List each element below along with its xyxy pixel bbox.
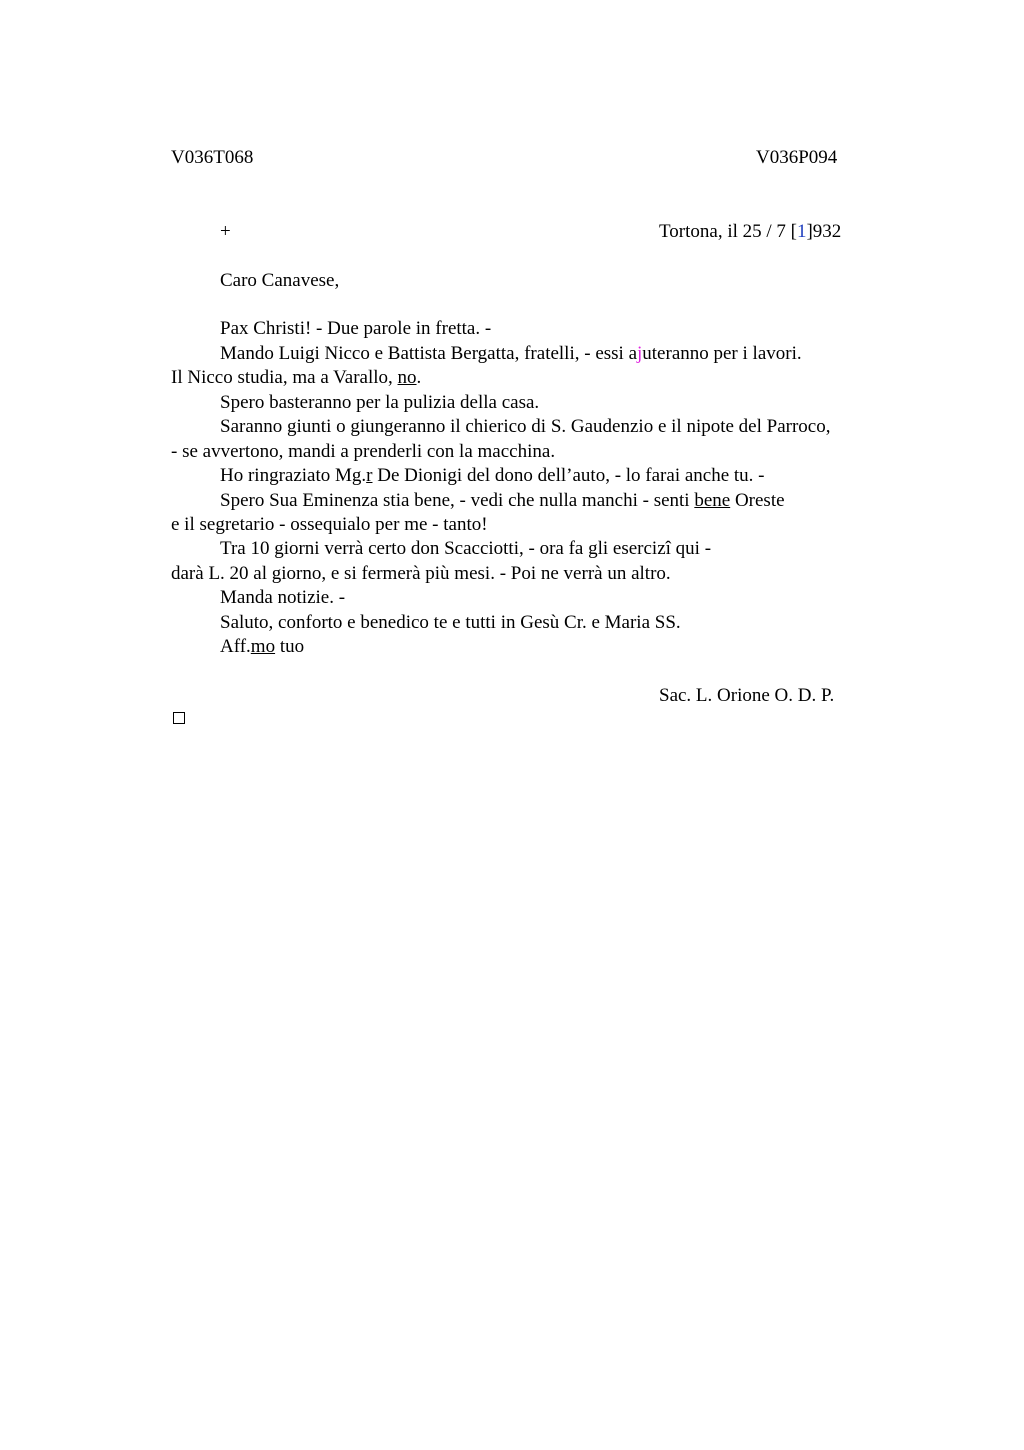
- body-line: Mando Luigi Nicco e Battista Bergatta, fratelli, - essi ajuteranno per i lavori.: [220, 343, 802, 364]
- cross-mark: +: [220, 221, 231, 242]
- body-line: Manda notizie. -: [220, 587, 346, 608]
- body-line: Il Nicco studia, ma a Varallo, no.: [171, 367, 422, 388]
- editorial-bracket: 1: [796, 221, 807, 242]
- body-line: e il segretario - ossequialo per me - tanto!: [171, 514, 488, 535]
- signature: Sac. L. Orione O. D. P.: [659, 685, 835, 706]
- closing: Aff.mo tuo: [220, 636, 305, 657]
- body-line: Saranno giunti o giungeranno il chierico di S. Gaudenzio e il nipote del Parroco,: [220, 416, 831, 437]
- underlined-word: no: [397, 367, 417, 388]
- archive-code-left: V036T068: [171, 147, 254, 168]
- underlined-word: mo: [250, 636, 276, 657]
- body-line: - se avvertono, mandi a prenderli con la macchina.: [171, 441, 556, 462]
- underlined-word: bene: [694, 490, 731, 511]
- archive-code-right: V036P094: [756, 147, 838, 168]
- body-line: Tra 10 giorni verrà certo don Scacciotti, - ora fa gli esercizi qui -: [220, 538, 712, 559]
- body-line: Saluto, conforto e benedico te e tutti in Gesù Cr. e Maria SS.: [220, 612, 681, 633]
- end-marker-square-icon: [173, 712, 185, 724]
- body-line: Ho ringraziato Mg.r De Dionigi del dono dell’auto, - lo farai anche tu. -: [220, 465, 765, 486]
- letter-date: Tortona, il 25 / 7 [1]932: [659, 221, 842, 242]
- body-line: Pax Christi! - Due parole in fretta. -: [220, 318, 492, 339]
- editorial-mark: j: [637, 343, 643, 364]
- body-line: darà L. 20 al giorno, e si fermerà più mesi. - Poi ne verrà un altro.: [171, 563, 671, 584]
- underlined-word: r: [366, 465, 373, 486]
- salutation: Caro Canavese,: [220, 270, 340, 291]
- body-line: Spero Sua Eminenza stia bene, - vedi che nulla manchi - senti bene Oreste: [220, 490, 785, 511]
- body-line: Spero basteranno per la pulizia della casa.: [220, 392, 540, 413]
